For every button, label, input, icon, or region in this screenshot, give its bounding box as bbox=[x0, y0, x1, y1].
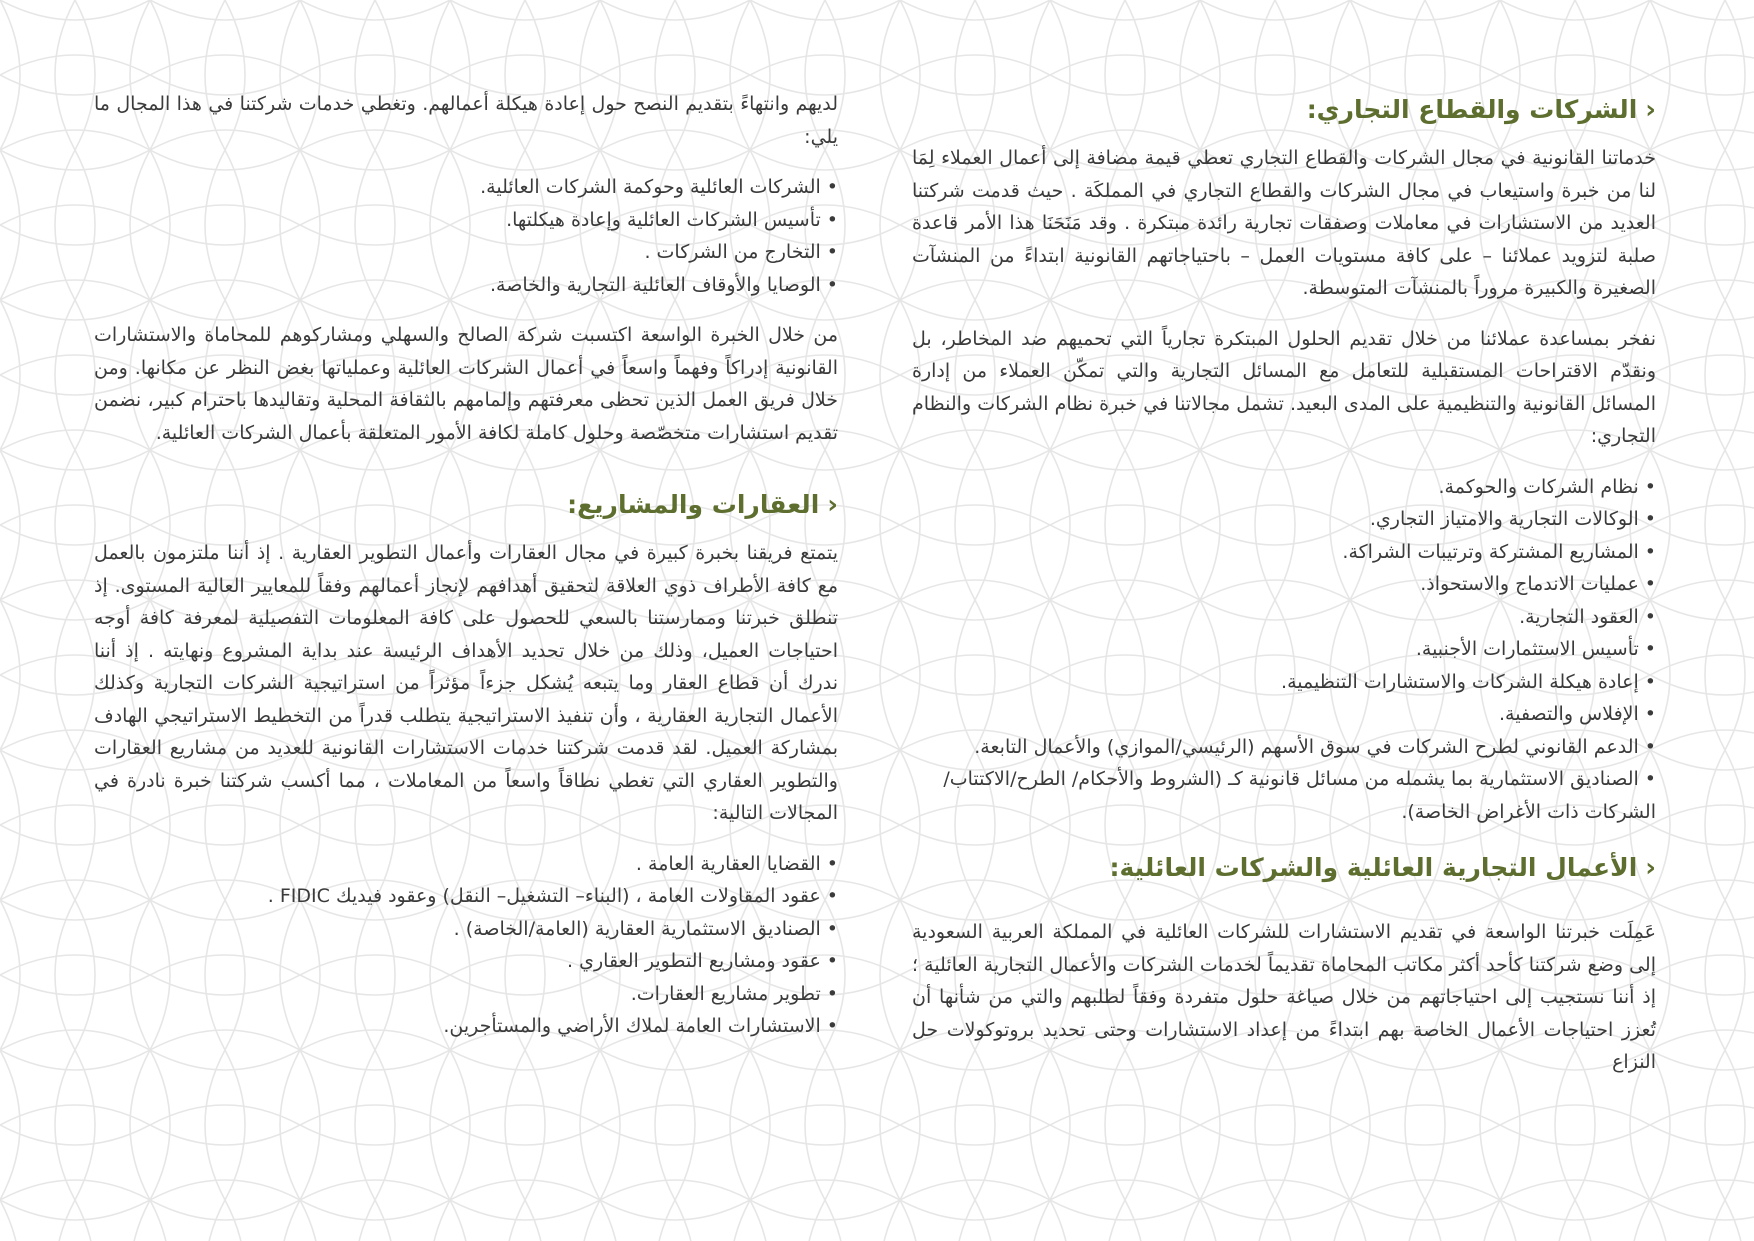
real-estate-list bbox=[94, 848, 838, 1043]
list-item: • العقود التجارية. bbox=[912, 601, 1656, 634]
paragraph-family-business: عَمِلَت خبرتنا الواسعة في تقديم الاستشارات للشركات العائلية في المملكة العربية السعودية إلى وضع شركتنا كأحد أكثر مكاتب المحاماة تقديماً لخدمات الشركات والأعمال التجارية العائلية ؛ إذ أننا نستجيب إلى احتياجاتهم من خلال صياغة حلول متفردة وفقاً لطلبهم والتي من شأنها أن تُعزز احتياجات الأعمال الخاصة بهم ابتداءً من إعداد الاستشارات وحتى تحديد بروتوكولات حل النزاع bbox=[912, 921, 1656, 1073]
list-item: • عقود ومشاريع التطوير العقاري . bbox=[94, 945, 838, 978]
list-item: • الاستشارات العامة لملاك الأراضي والمستأجرين. bbox=[94, 1010, 838, 1043]
list-item: • تأسيس الشركات العائلية وإعادة هيكلتها. bbox=[94, 204, 838, 237]
chevron-icon: ‹ bbox=[1645, 95, 1656, 125]
list-item: • الشركات العائلية وحوكمة الشركات العائلية. bbox=[94, 171, 838, 204]
family-services-list bbox=[94, 171, 838, 301]
paragraph-companies-solutions: نفخر بمساعدة عملائنا من خلال تقديم الحلول المبتكرة تجارياً التي تحميهم ضد المخاطر، بل ونقدّم الاقتراحات المستقبلية للتعامل مع المسائل التجارية والتي تمكّن العملاء من إدارة المسائل القانونية والتنظيمية على المدى البعيد. تشمل مجالاتنا في خبرة نظام الشركات والنظام التجاري: bbox=[912, 327, 1656, 447]
paragraph-real-estate: يتمتع فريقنا بخبرة كبيرة في مجال العقارات وأعمال التطوير العقارية . إذ أننا ملتزمون بالعمل مع كافة الأطراف ذوي العلاقة لتحقيق أهدافهم لإنجاز أعمالهم وفقاً للمعايير العالية المستوى. إذ تنطلق خبرتنا وممارستنا بالسعي للحصول على كافة المعلومات التفصيلية لمعرفة كافة أوجه احتياجات العميل، وذلك من خلال تحديد الأهداف الرئيسة عند بداية المشروع ونهايته . إذ أننا ندرك أن قطاع العقار وما يتبعه يُشكل جزءاً مؤثراً من استراتيجية الشركات التجارية وكذلك الأعمال التجارية العقارية ، وأن تنفيذ الاستراتيجية يتطلب قدراً من التخطيط الاستراتيجي الهادف بمشاركة العميل. لقد قدمت شركتنا خدمات الاستشارات القانونية للعديد من مشاريع العقارات والتطوير العقاري التي تغطي نطاقاً واسعاً من المعاملات ، مما أكسب شركتنا خبرة نادرة في المجالات التالية: bbox=[94, 542, 838, 824]
list-item: • الصناديق الاستثمارية العقارية (العامة/الخاصة) . bbox=[94, 913, 838, 946]
list-item: • عقود المقاولات العامة ، (البناء– التشغيل– النقل) وعقود فيديك FIDIC . bbox=[94, 880, 838, 913]
list-item: • تأسيس الاستثمارات الأجنبية. bbox=[912, 633, 1656, 666]
heading-text: العقارات والمشاريع: bbox=[567, 490, 820, 519]
paragraph-companies-intro: خدماتنا القانونية في مجال الشركات والقطاع التجاري تعطي قيمة مضافة إلى أعمال العملاء لِمَا لنا من خبرة واستيعاب في مجال الشركات والقطاع التجاري في المملكَة . حيث قدمت شركتنا العديد من الاستشارات في معاملات وصفقات تجارية رائدة مبتكرة . وقد مَنَحَنَا هذا الأمر قاعدة صلبة لتزويد عملائنا – على كافة مستويات العمل – باحتياجاتهم القانونية ابتداءً من المنشآت الصغيرة والكبيرة مروراً بالمنشآت المتوسطة. bbox=[912, 147, 1656, 299]
list-item: • عمليات الاندماج والاستحواذ. bbox=[912, 568, 1656, 601]
list-item: • الدعم القانوني لطرح الشركات في سوق الأسهم (الرئيسي/الموازي) والأعمال التابعة. bbox=[912, 731, 1656, 764]
chevron-icon: ‹ bbox=[1645, 853, 1656, 883]
heading-real-estate bbox=[94, 483, 838, 527]
paragraph-firm-expertise: من خلال الخبرة الواسعة اكتسبت شركة الصالح والسهلي ومشاركوهم للمحاماة والاستشارات القانونية إدراكاً وفهماً واسعاً في أعمال الشركات العائلية وعملياتها بغض النظر عن مكانها. ومن خلال فريق العمل الذين تحظى معرفتهم وإلمامهم بالثقافة المحلية وتقاليدها باحترام كبير، نضمن تقديم استشارات متخصّصة وحلول كاملة لكافة الأمور المتعلقة بأعمال الشركات العائلية. bbox=[94, 324, 838, 444]
list-item: • الإفلاس والتصفية. bbox=[912, 698, 1656, 731]
list-item: • نظام الشركات والحوكمة. bbox=[912, 471, 1656, 504]
chevron-icon: ‹ bbox=[827, 490, 838, 520]
heading-family-business bbox=[912, 846, 1656, 890]
list-item: • المشاريع المشتركة وترتيبات الشراكة. bbox=[912, 536, 1656, 569]
heading-text: الشركات والقطاع التجاري: bbox=[1306, 95, 1638, 124]
paragraph-family-continued: لديهم وانتهاءً بتقديم النصح حول إعادة هيكلة أعمالهم. وتغطي خدمات شركتنا في هذا المجال ما يلي: bbox=[94, 93, 838, 148]
companies-practice-list bbox=[912, 471, 1656, 829]
list-item: • الوصايا والأوقاف العائلية التجارية والخاصة. bbox=[94, 269, 838, 302]
heading-companies-commercial bbox=[912, 88, 1656, 132]
list-item: • إعادة هيكلة الشركات والاستشارات التنظيمية. bbox=[912, 666, 1656, 699]
list-item: • التخارج من الشركات . bbox=[94, 236, 838, 269]
list-item: • تطوير مشاريع العقارات. bbox=[94, 978, 838, 1011]
heading-text: الأعمال التجارية العائلية والشركات العائلية: bbox=[1109, 853, 1638, 882]
right-column bbox=[912, 88, 1656, 1097]
left-column bbox=[94, 88, 838, 1061]
list-item: • الوكالات التجارية والامتياز التجاري. bbox=[912, 503, 1656, 536]
list-item: • القضايا العقارية العامة . bbox=[94, 848, 838, 881]
list-item: • الصناديق الاستثمارية بما يشمله من مسائل قانونية كـ (الشروط والأحكام/ الطرح/الاكتتاب/الشركات ذات الأغراض الخاصة). bbox=[912, 763, 1656, 828]
